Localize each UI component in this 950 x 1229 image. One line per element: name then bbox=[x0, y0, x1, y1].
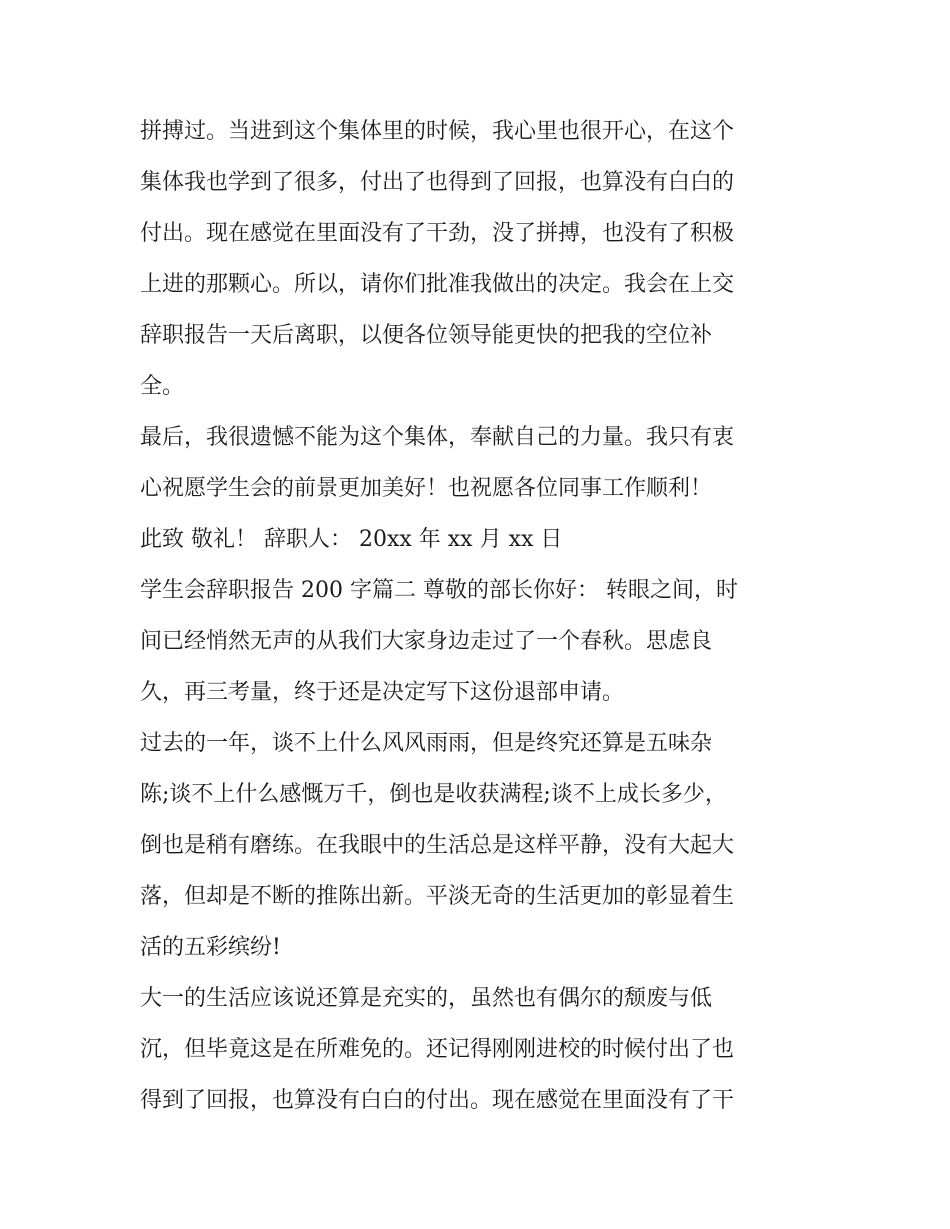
text-line: 陈;谈不上什么感慨万千，倒也是收获满程;谈不上成长多少， bbox=[140, 782, 727, 807]
text-line: 得到了回报，也算没有白白的付出。现在感觉在里面没有了干 bbox=[140, 1088, 735, 1113]
document-body bbox=[140, 106, 820, 1126]
text-line: 集体我也学到了很多，付出了也得到了回报，也算没有白白的 bbox=[140, 170, 735, 195]
text-line: 此致 敬礼！ 辞职人： 20xx 年 xx 月 xx 日 bbox=[140, 527, 563, 552]
text-line: 沉，但毕竟这是在所难免的。还记得刚刚进校的时候付出了也 bbox=[140, 1037, 735, 1062]
text-line: 辞职报告一天后离职，以便各位领导能更快的把我的空位补 bbox=[140, 323, 713, 348]
text-line: 间已经悄然无声的从我们大家身边走过了一个春秋。思虑良 bbox=[140, 629, 713, 654]
text-line: 全。 bbox=[140, 374, 185, 399]
text-line: 最后，我很遗憾不能为这个集体，奉献自己的力量。我只有衷 bbox=[140, 425, 735, 450]
text-line: 落，但却是不断的推陈出新。平淡无奇的生活更加的彰显着生 bbox=[140, 884, 735, 909]
text-line: 上进的那颗心。所以，请你们批准我做出的决定。我会在上交 bbox=[140, 272, 735, 297]
text-line: 过去的一年，谈不上什么风风雨雨，但是终究还算是五味杂 bbox=[140, 731, 713, 756]
text-line: 活的五彩缤纷! bbox=[140, 935, 281, 960]
text-line: 心祝愿学生会的前景更加美好！也祝愿各位同事工作顺利！ bbox=[140, 476, 713, 501]
text-line: 大一的生活应该说还算是充实的，虽然也有偶尔的颓废与低 bbox=[140, 986, 713, 1011]
text-line: 付出。现在感觉在里面没有了干劲，没了拼搏，也没有了积极 bbox=[140, 221, 735, 246]
text-line: 拼搏过。当进到这个集体里的时候，我心里也很开心，在这个 bbox=[140, 119, 735, 144]
text-line: 倒也是稍有磨练。在我眼中的生活总是这样平静，没有大起大 bbox=[140, 833, 735, 858]
text-line: 久，再三考量，终于还是决定写下这份退部申请。 bbox=[140, 680, 625, 705]
text-line: 学生会辞职报告 200 字篇二 尊敬的部长你好： 转眼之间，时 bbox=[140, 578, 738, 603]
